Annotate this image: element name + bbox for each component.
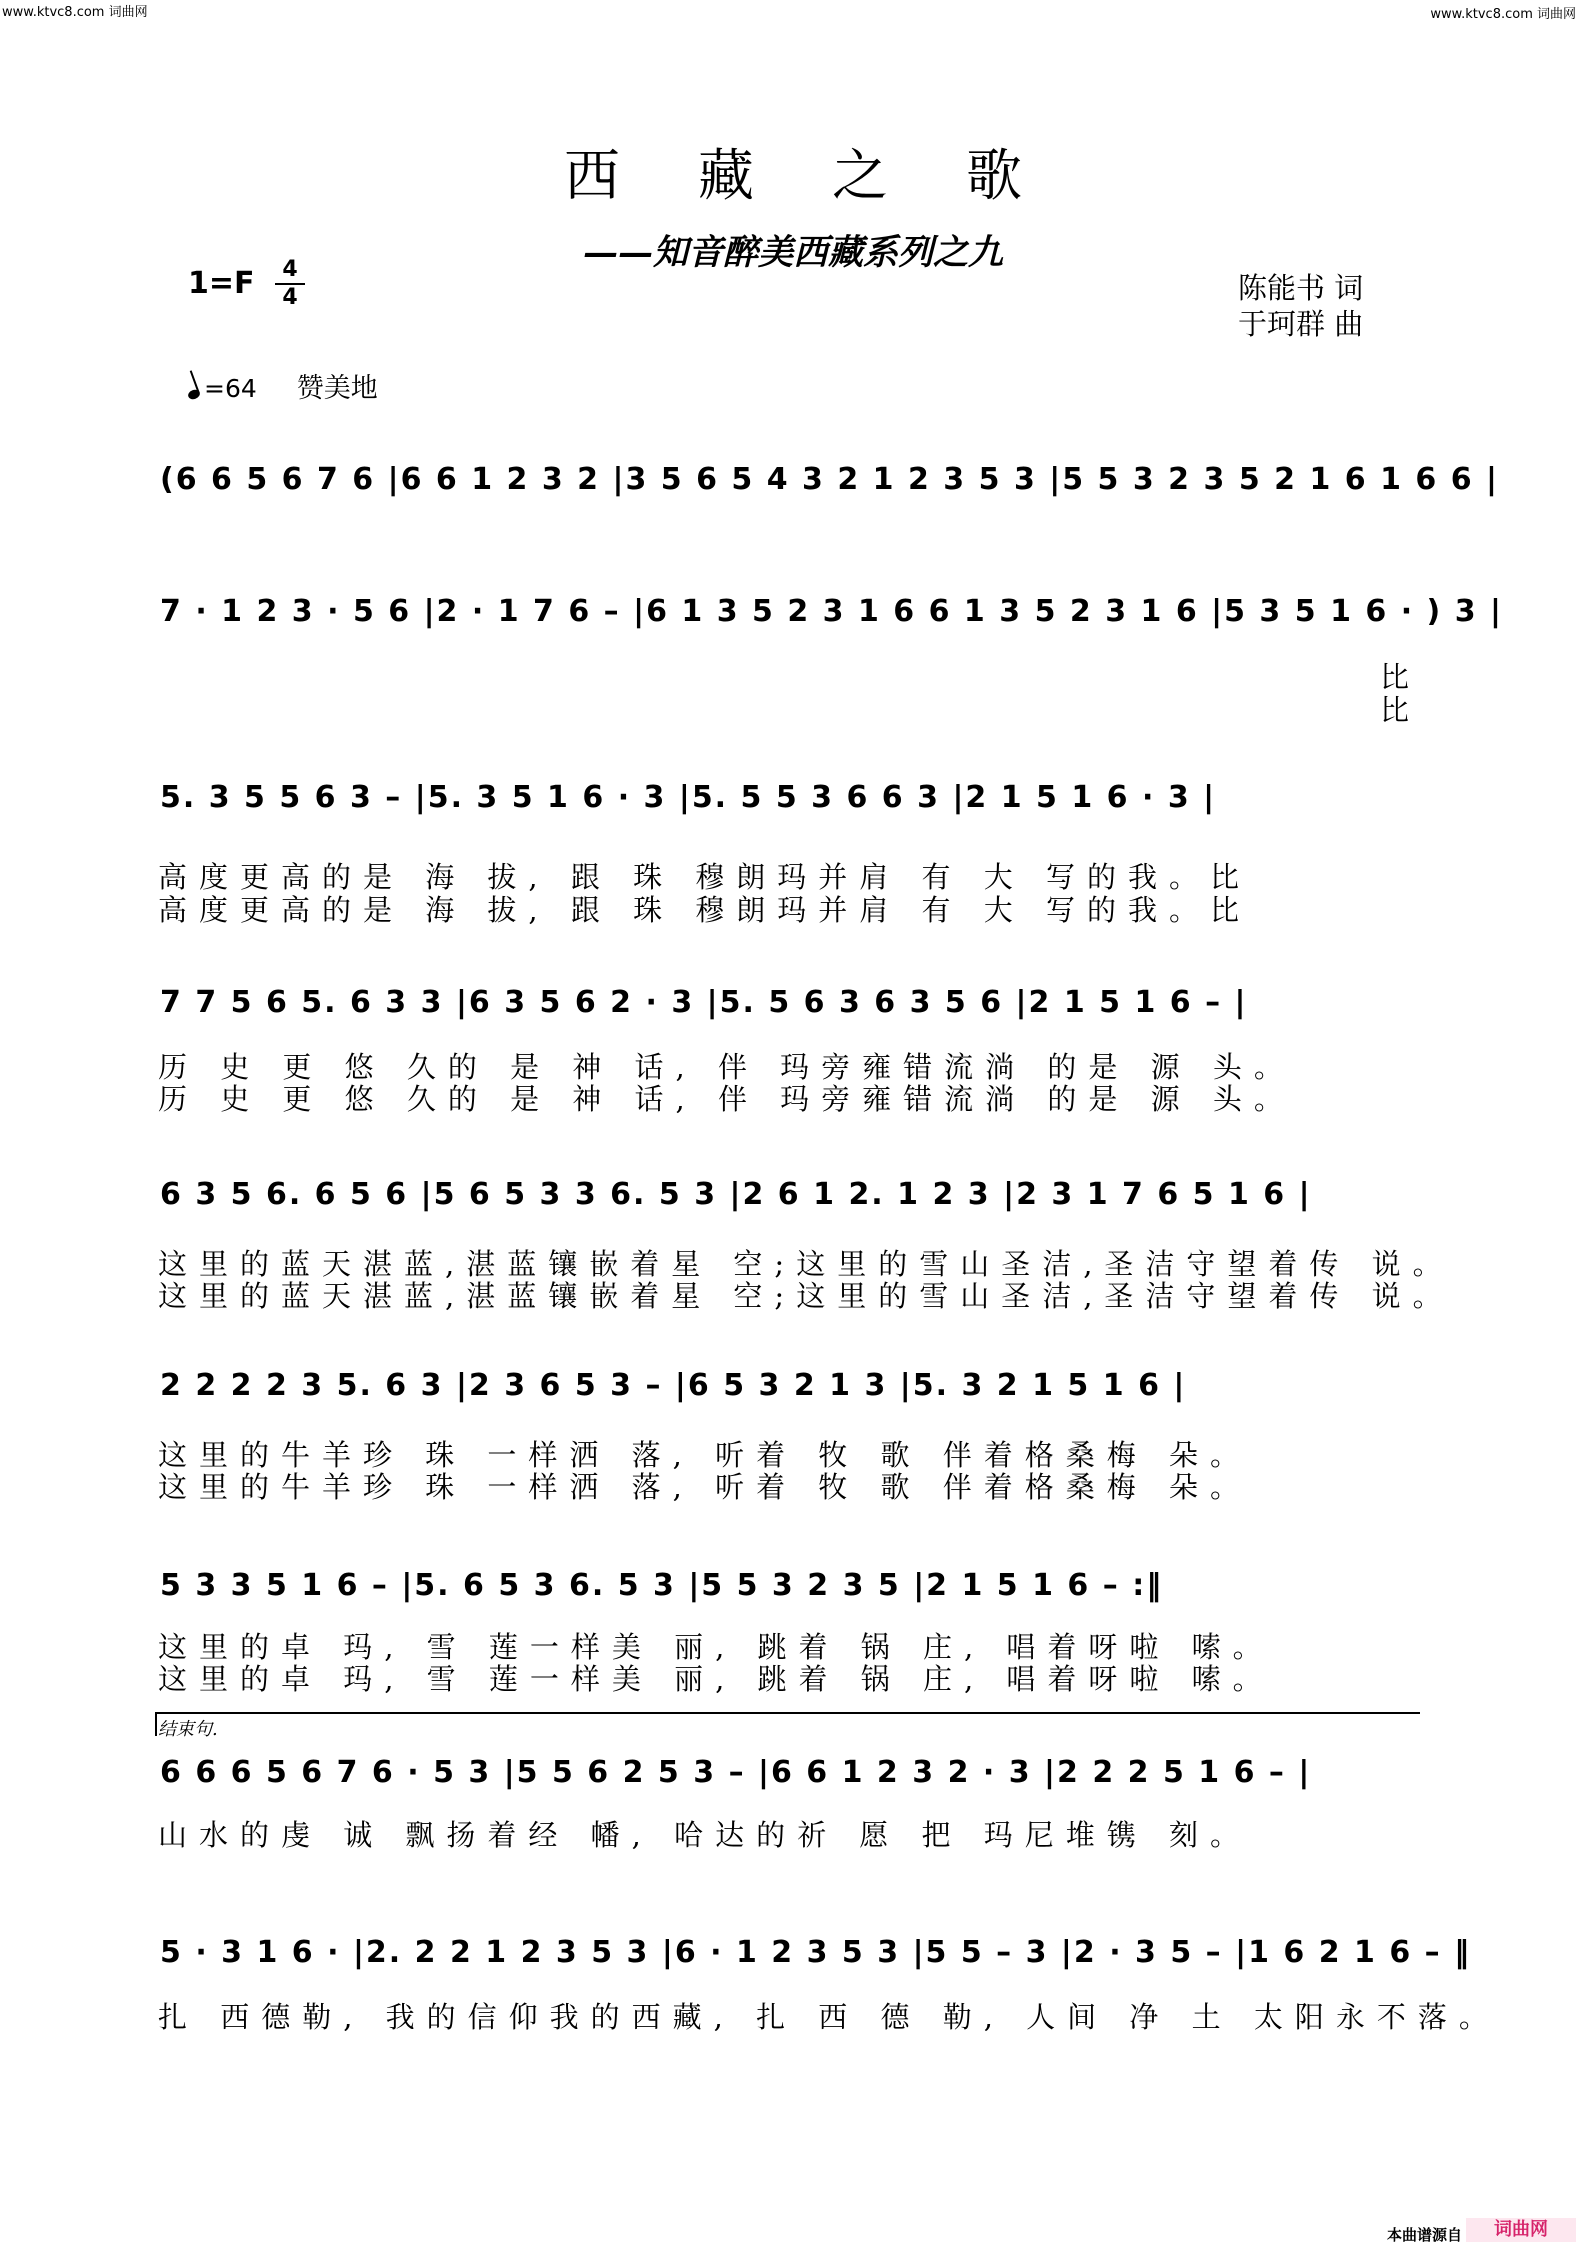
system-5-notes: 6 3 5 6. 6 5 6 |5 6 5 3 3 6. 5 3 |2 6 1 2. 1 2 3 |2 3 1 7 6 5 1 6 | bbox=[160, 1177, 1312, 1212]
quarter-note-icon bbox=[187, 388, 201, 401]
system-1-notes: (6 6 5 6 7 6 |6 6 1 2 3 2 |3 5 6 5 4 3 2 1 2 3 5 3 |5 5 3 2 3 5 2 1 6 1 6 6 | bbox=[160, 462, 1499, 497]
tempo-marking bbox=[188, 366, 378, 405]
system-6-lyric-2: 这里的牛羊珍 珠 一样洒 落, 听着 牧 歌 伴着格桑梅 朵。 bbox=[158, 1470, 1251, 1504]
system-3-notes: 5. 3 5 5 6 3 – |5. 3 5 1 6 · 3 |5. 5 5 3 6 6 3 |2 1 5 1 6 · 3 | bbox=[160, 780, 1217, 815]
system-2-lyric-2: 比 bbox=[1380, 693, 1410, 727]
time-signature-top: 4 bbox=[282, 257, 298, 282]
time-signature bbox=[275, 258, 305, 310]
footer-source-text: 本曲谱源自 bbox=[1386, 2226, 1462, 2244]
system-3-lyric-1: 高度更高的是 海 拔, 跟 珠 穆朗玛并肩 有 大 写的我。比 bbox=[158, 860, 1251, 894]
system-9-notes: 5 · 3 1 6 · |2. 2 2 1 2 3 5 3 |6 · 1 2 3 5 3 |5 5 – 3 |2 · 3 5 – |1 6 2 1 6 – ‖ bbox=[160, 1935, 1472, 1970]
lyricist: 陈能书 词 bbox=[1238, 271, 1364, 305]
system-5-lyric-1: 这里的蓝天湛蓝,湛蓝镶嵌着星 空;这里的雪山圣洁,圣洁守望着传 说。 bbox=[158, 1247, 1454, 1281]
key-signature: 1=F bbox=[188, 266, 255, 301]
system-2-lyric-1: 比 bbox=[1380, 660, 1410, 694]
system-2-notes: 7 · 1 2 3 · 5 6 |2 · 1 7 6 – |6 1 3 5 2 3 1 6 6 1 3 5 2 3 1 6 |5 3 5 1 6 · ) 3 | bbox=[160, 594, 1503, 629]
time-signature-bottom: 4 bbox=[282, 285, 298, 310]
system-6-notes: 2 2 2 2 3 5. 6 3 |2 3 6 5 3 – |6 5 3 2 1 3 |5. 3 2 1 5 1 6 | bbox=[160, 1368, 1187, 1403]
song-subtitle: ——知音醉美西藏系列之九 bbox=[582, 232, 1003, 273]
song-title: 西藏之歌 bbox=[564, 144, 1100, 209]
header-left-link[interactable]: www.ktvc8.com 词曲网 bbox=[2, 5, 148, 20]
system-7-notes: 5 3 3 5 1 6 – |5. 6 5 3 6. 5 3 |5 5 3 2 3 5 |2 1 5 1 6 – :‖ bbox=[160, 1568, 1164, 1603]
system-7-lyric-1: 这里的卓 玛, 雪 莲一样美 丽, 跳着 锅 庄, 唱着呀啦 嗦。 bbox=[158, 1630, 1274, 1664]
system-9-lyric-1: 扎 西德勒, 我的信仰我的西藏, 扎 西 德 勒, 人间 净 土 太阳永不落。 bbox=[158, 2000, 1500, 2034]
composer: 于珂群 曲 bbox=[1238, 307, 1364, 341]
system-6-lyric-1: 这里的牛羊珍 珠 一样洒 落, 听着 牧 歌 伴着格桑梅 朵。 bbox=[158, 1438, 1251, 1472]
tempo-expression: 赞美地 bbox=[296, 373, 378, 404]
tempo-bpm: =64 bbox=[204, 374, 257, 403]
header-right-link[interactable]: www.ktvc8.com 词曲网 bbox=[1430, 7, 1576, 22]
system-4-lyric-2: 历 史 更 悠 久的 是 神 话, 伴 玛旁雍错流淌 的是 源 头。 bbox=[158, 1082, 1295, 1116]
credits bbox=[1238, 270, 1363, 342]
ending-label: 结束句. bbox=[158, 1719, 218, 1740]
ending-bracket-line bbox=[155, 1712, 1420, 1714]
footer-logo[interactable]: 词曲网 bbox=[1466, 2218, 1576, 2242]
system-4-notes: 7 7 5 6 5. 6 3 3 |6 3 5 6 2 · 3 |5. 5 6 3 6 3 5 6 |2 1 5 1 6 – | bbox=[160, 985, 1248, 1020]
system-4-lyric-1: 历 史 更 悠 久的 是 神 话, 伴 玛旁雍错流淌 的是 源 头。 bbox=[158, 1050, 1295, 1084]
system-7-lyric-2: 这里的卓 玛, 雪 莲一样美 丽, 跳着 锅 庄, 唱着呀啦 嗦。 bbox=[158, 1662, 1274, 1696]
system-3-lyric-2: 高度更高的是 海 拔, 跟 珠 穆朗玛并肩 有 大 写的我。比 bbox=[158, 893, 1251, 927]
system-8-lyric-1: 山水的虔 诚 飘扬着经 幡, 哈达的祈 愿 把 玛尼堆镌 刻。 bbox=[158, 1818, 1251, 1852]
system-5-lyric-2: 这里的蓝天湛蓝,湛蓝镶嵌着星 空;这里的雪山圣洁,圣洁守望着传 说。 bbox=[158, 1279, 1454, 1313]
ending-bracket-tick bbox=[155, 1712, 157, 1736]
system-8-notes: 6 6 6 5 6 7 6 · 5 3 |5 5 6 2 5 3 – |6 6 1 2 3 2 · 3 |2 2 2 5 1 6 – | bbox=[160, 1755, 1312, 1790]
